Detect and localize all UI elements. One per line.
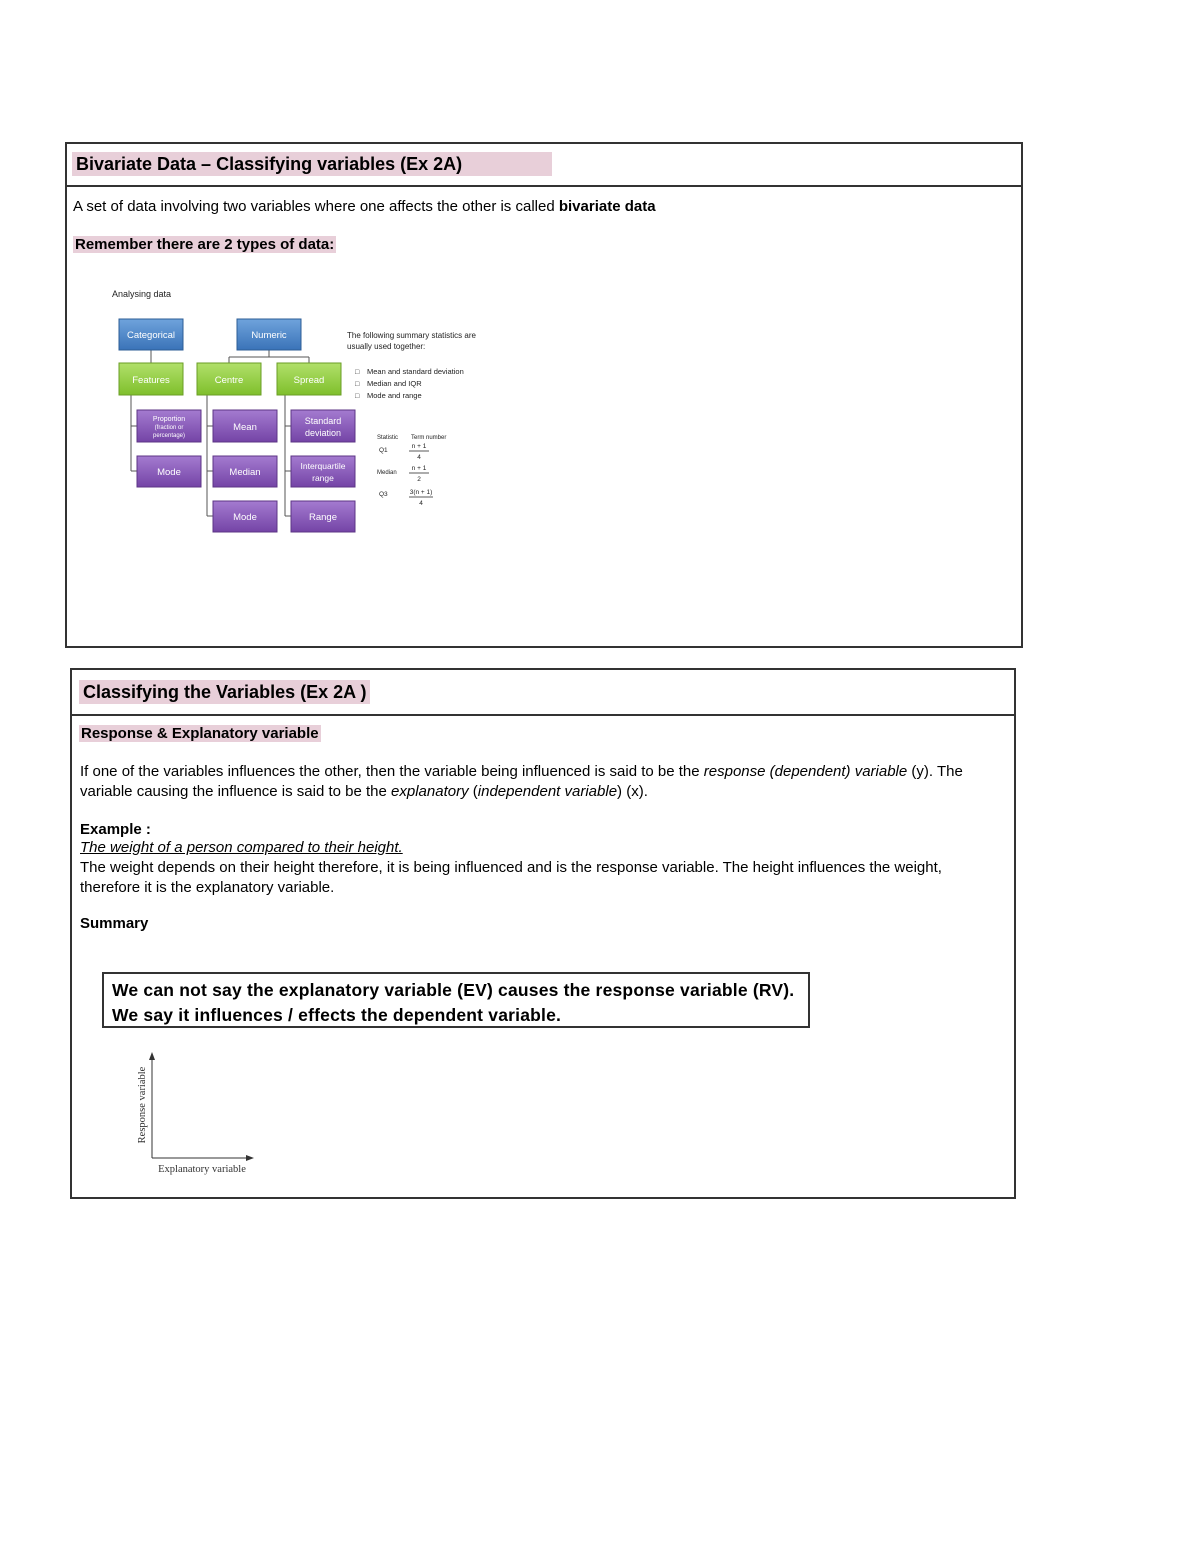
section-title: Bivariate Data – Classifying variables (Ex 2A) — [72, 152, 552, 176]
q1-label: Q1 — [379, 447, 388, 454]
summary-label: Summary — [80, 915, 149, 932]
definition-text: (y). The variable causing the influence is said to be the — [80, 763, 963, 800]
response-explanatory-heading: Response & Explanatory variable — [81, 725, 319, 742]
q1-num: n + 1 — [411, 443, 427, 450]
y-axis-label: Response variable — [137, 1066, 148, 1144]
bullet-icon: □ — [355, 369, 360, 376]
bullet-2: Median and IQR — [367, 379, 422, 388]
analysing-data-diagram — [109, 284, 509, 539]
example-label: Example : — [80, 821, 151, 838]
iqr-label-1: Interquartile — [300, 461, 346, 471]
proportion-label-3: percentage) — [152, 433, 186, 439]
median-label: Median — [229, 467, 261, 478]
side-intro-2: usually used together: — [347, 342, 426, 351]
mode-cat-label: Mode — [157, 467, 181, 478]
mean-label: Mean — [233, 422, 257, 433]
side-intro-1: The following summary statistics are — [347, 331, 476, 340]
independent-term: independent variable — [477, 782, 618, 800]
bivariate-data-section — [65, 142, 1023, 648]
section-title: Classifying the Variables (Ex 2A ) — [79, 680, 370, 704]
q3-den: 4 — [419, 500, 423, 507]
summary-callout: We can not say the explanatory variable (EV) causes the response variable (RV). We say it influences / effects the dependent variable. — [102, 972, 810, 1028]
diagram-heading: Analysing data — [112, 289, 172, 299]
y-arrow-icon — [149, 1052, 155, 1060]
range-label: Range — [309, 512, 337, 523]
proportion-label-2: (fraction or — [154, 425, 184, 431]
numeric-label: Numeric — [251, 330, 287, 341]
sd-label-2: deviation — [304, 428, 342, 438]
intro-line — [73, 197, 656, 216]
stat-header: Statistic — [377, 435, 399, 441]
variables-graph — [132, 1050, 272, 1175]
remember-heading: Remember there are 2 types of data: — [75, 236, 335, 253]
definition-paragraph — [80, 762, 1005, 801]
centre-label: Centre — [214, 375, 244, 386]
features-label: Features — [132, 375, 170, 386]
q1-den: 4 — [417, 454, 421, 461]
median-den: 2 — [417, 476, 421, 483]
section-header — [67, 144, 1021, 187]
term-header: Term number — [411, 435, 447, 441]
sd-label-1: Standard — [304, 416, 342, 426]
mode-num-label: Mode — [233, 512, 257, 523]
bullet-icon: □ — [355, 393, 360, 400]
classifying-variables-section — [70, 668, 1016, 1199]
categorical-label: Categorical — [126, 330, 176, 341]
proportion-label-1: Proportion — [152, 416, 186, 423]
bullet-icon: □ — [355, 381, 360, 388]
intro-bold-term: bivariate data — [558, 198, 656, 215]
spread-label: Spread — [293, 375, 325, 386]
explanatory-term: explanatory — [391, 782, 469, 800]
intro-text: A set of data involving two variables where one affects the other is called — [73, 198, 559, 215]
bullet-1: Mean and standard deviation — [367, 367, 464, 376]
iqr-label-2: range — [312, 473, 334, 483]
median-row-label: Median — [377, 470, 397, 476]
q3-num: 3(n + 1) — [409, 489, 433, 496]
x-arrow-icon — [246, 1155, 254, 1161]
definition-text: ) (x). — [617, 782, 648, 800]
q3-label: Q3 — [379, 491, 388, 498]
median-num: n + 1 — [411, 465, 427, 472]
definition-text: ( — [468, 782, 478, 800]
section-header — [72, 670, 1014, 716]
response-term: response (dependent) variable — [703, 763, 908, 780]
example-title: The weight of a person compared to their height. — [80, 839, 403, 856]
example-text: The weight depends on their height therefore, it is being influenced and is the response variable. The height influences the weight, therefore it is the explanatory variable. — [80, 859, 942, 896]
definition-text: If one of the variables influences the other, then the variable being influenced is said to be the — [80, 763, 704, 780]
bullet-3: Mode and range — [367, 391, 422, 400]
x-axis-label: Explanatory variable — [158, 1164, 246, 1175]
